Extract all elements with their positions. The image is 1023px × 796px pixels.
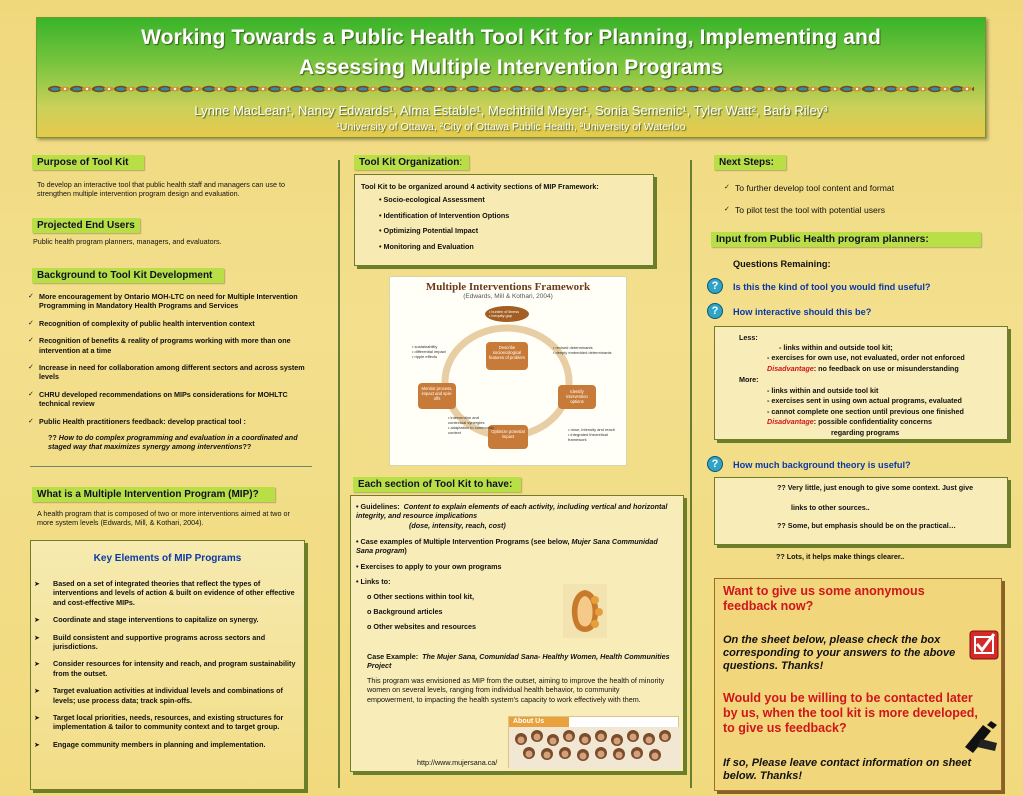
list-item: • Monitoring and Evaluation bbox=[379, 241, 474, 251]
end-users-label: Projected End Users bbox=[32, 218, 140, 233]
framework-note-left: • sustainability • differential impact • ripple effects bbox=[412, 344, 446, 359]
framework-node: Monitor process, impact and spin-offs bbox=[421, 386, 453, 401]
framework-note-top: • burden of illness • inequity gap bbox=[489, 310, 520, 319]
mujer-sana-url[interactable]: http://www.mujersana.ca/ bbox=[417, 758, 498, 767]
framework-node: Identify intervention options bbox=[566, 389, 588, 404]
column-divider-1 bbox=[338, 160, 340, 788]
list-item: - links within and outside tool kit; bbox=[779, 343, 893, 352]
questions-remaining: Questions Remaining: bbox=[733, 259, 831, 269]
list-item: ✓ To pilot test the tool with potential users bbox=[724, 205, 984, 215]
list-item: ✓ To further develop tool content and format bbox=[724, 183, 984, 193]
question-icon: ? bbox=[707, 303, 723, 319]
list-item: ✓ Recognition of complexity of public health intervention context bbox=[28, 319, 311, 328]
question-background: How much background theory is useful? bbox=[733, 460, 911, 470]
org-label: Tool Kit Organization: bbox=[354, 155, 469, 170]
list-item: o Other websites and resources bbox=[367, 622, 477, 631]
question-icon: ? bbox=[707, 278, 723, 294]
question-useful: Is this the kind of tool you would find useful? bbox=[733, 282, 931, 292]
list-item: ➤ Based on a set of integrated theories that reflect the types of interventions and levels of action & built on evidence of other effective and cost-effective MIPs. bbox=[34, 579, 295, 607]
poster-title-line1: Working Towards a Public Health Tool Kit for Planning, Implementing and bbox=[141, 26, 881, 49]
framework-note-right: • revised determinants • deeply embedded determinants bbox=[553, 345, 612, 355]
background-label: Background to Tool Kit Development bbox=[32, 268, 224, 283]
each-section-label: Each section of Tool Kit to have: bbox=[353, 477, 521, 492]
feedback-closing: If so, Please leave contact information on sheet below. Thanks! bbox=[723, 757, 972, 782]
end-users-text: Public health program planners, managers, and evaluators. bbox=[33, 237, 222, 246]
purpose-label: Purpose of Tool Kit bbox=[32, 155, 144, 170]
pen-icon bbox=[961, 719, 1001, 755]
org-list bbox=[379, 195, 653, 251]
feedback-instructions: On the sheet below, please check the box corresponding to your answers to the above questions. Thanks! bbox=[723, 634, 956, 672]
checkbox-icon bbox=[969, 630, 999, 660]
feedback-question-2: Would you be willing to be contacted later by us, when the tool kit is more developed, to give us feedback? bbox=[723, 691, 978, 735]
list-item: • Optimizing Potential Impact bbox=[379, 226, 479, 236]
program-text: This program was envisioned as MIP from the outset, aiming to improve the health of minority women on several levels, ranging from individual health behavior, to community empowerment, to impacting the health system's capacity to work effectively with them. bbox=[367, 676, 665, 704]
framework-diagram bbox=[389, 276, 627, 466]
list-item: ✓ Public Health practitioners feedback: develop practical tool : bbox=[28, 417, 311, 426]
purpose-text: To develop an interactive tool that public health staff and managers can use to strengthen multiple intervention program design and evaluation. bbox=[37, 180, 285, 199]
about-us-tab: About Us bbox=[509, 717, 569, 727]
mip-label: What is a Multiple Intervention Program (MIP)? bbox=[32, 487, 275, 502]
mip-text: A health program that is composed of two or more interventions aimed at two or more system levels (Edwards, Mill, & Kothari, 2004). bbox=[37, 509, 290, 528]
list-item: ?? Some, but emphasis should be on the practical… bbox=[777, 521, 956, 530]
list-item: ➤ Consider resources for intensity and reach, and program sustainability from the outset. bbox=[34, 659, 296, 678]
list-item: ✓ Increase in need for collaboration among different sectors and across system levels bbox=[28, 363, 311, 382]
background-question: ?? How to do complex programming and evaluation in a coordinated and staged way that maximizes synergy among interventions?? bbox=[48, 433, 298, 452]
interactivity-box: Less: - links within and outside tool kit; - exercises for own use, not evaluated, order not enforced Disadvantage: no feedback on use or misunderstanding More: - links within and outside tool kit - exercises sent in using own actual programs, evaluated - cannot complete one section until previous one finished Disadvantage: possible confidentiality concerns regarding programs bbox=[714, 326, 1008, 440]
list-item: ➤ Build consistent and supportive programs across sectors and jurisdictions. bbox=[34, 632, 266, 652]
list-item: links to other sources.. bbox=[791, 503, 870, 512]
framework-node: Optimize potential impact bbox=[491, 429, 525, 439]
list-item: - exercises for own use, not evaluated, order not enforced bbox=[767, 353, 965, 362]
feedback-question-1: Want to give us some anonymous feedback now? bbox=[723, 584, 925, 613]
list-item: ✓ More encouragement by Ontario MOH-LTC on need for Multiple Intervention Programming in Mandatory Health Programs and Services bbox=[28, 292, 311, 311]
background-list bbox=[28, 292, 311, 434]
list-item: o Other sections within tool kit, bbox=[367, 592, 475, 601]
list-item: - cannot complete one section until previous one finished bbox=[767, 407, 964, 416]
list-item: ➤ Target evaluation activities at individual levels and combinations of levels; use process data; track spin-offs. bbox=[34, 686, 283, 705]
framework-node: Describe socioecological features of problem bbox=[488, 345, 526, 360]
list-item: - links within and outside tool kit bbox=[767, 386, 879, 395]
list-item: ✓ Recognition of benefits & reality of programs working with more than one intervention at a time bbox=[28, 336, 311, 355]
affiliations: ¹University of Ottawa, ²City of Ottawa Public Health, ³University of Waterloo bbox=[336, 121, 686, 133]
rope-divider bbox=[48, 83, 974, 95]
feedback-box bbox=[714, 578, 1002, 791]
list-item: o Background articles bbox=[367, 607, 443, 616]
authors: Lynne MacLean¹, Nancy Edwards¹, Alma Estable¹, Mechthild Meyer¹, Sonia Semenic¹, Tyler Watt², Barb Riley³ bbox=[194, 103, 828, 118]
column-divider-2 bbox=[690, 160, 692, 788]
list-item: ➤ Target local priorities, needs, resources, and existing structures for implementation & tailor to community context and to target group. bbox=[34, 713, 284, 732]
next-steps-list bbox=[724, 183, 984, 223]
list-item: ✓ CHRU developed recommendations on MIPs considerations for MOHLTC technical review bbox=[28, 390, 311, 409]
key-elements-box bbox=[30, 540, 305, 790]
list-item: • Socio-ecological Assessment bbox=[379, 195, 485, 205]
list-item: ➤ Engage community members in planning and implementation. bbox=[34, 739, 266, 749]
list-item: • Identification of Intervention Options bbox=[379, 210, 510, 220]
framework-title: Multiple Interventions Framework bbox=[425, 281, 591, 293]
left-divider bbox=[30, 466, 312, 467]
key-elements-list bbox=[34, 579, 296, 749]
mujer-sana-logo bbox=[563, 584, 607, 638]
poster-title-line2: Assessing Multiple Intervention Programs bbox=[298, 56, 724, 79]
question-interactive: How interactive should this be? bbox=[733, 307, 872, 317]
list-item: - exercises sent in using own actual programs, evaluated bbox=[767, 396, 962, 405]
org-box: Tool Kit to be organized around 4 activity sections of MIP Framework: • Socio-ecological Assessment • Identification of Intervention Options • Optimizing Potential Impact • Monitoring and Evaluation bbox=[354, 174, 654, 266]
group-photo bbox=[508, 716, 679, 768]
framework-note-far-right: • dose, intensity and reach • integrated theoretical framework bbox=[568, 427, 615, 442]
list-item: ?? Very little, just enough to give some context. Just give bbox=[777, 483, 974, 492]
input-label: Input from Public Health program planners: bbox=[711, 232, 981, 247]
framework-note-bottom: • intervention and contextual synergies • adaptation to community context bbox=[448, 415, 495, 435]
key-elements-title: Key Elements of MIP Programs bbox=[93, 553, 242, 564]
background-answer-lots: ?? Lots, it helps make things clearer.. bbox=[776, 552, 905, 561]
background-answers-box bbox=[714, 477, 1008, 545]
question-icon: ? bbox=[707, 456, 723, 472]
list-item: ➤ Coordinate and stage interventions to capitalize on synergy. bbox=[34, 615, 259, 625]
framework-subtitle: (Edwards, Mill & Kothari, 2004) bbox=[463, 293, 553, 300]
next-steps-label: Next Steps: bbox=[714, 155, 786, 170]
each-section-box: • Guidelines: Content to explain elements of each activity, including vertical and horizontal integrity, and resource implications (dose, intensity, reach, cost) • Case examples of Multiple Intervention Programs (see below, Mujer Sana Communidad Sana program) • Exercises to apply to your own programs • Links to: o Other sections within tool kit, o Background articles o Other websites and resources Case Example: The Mujer Sana, Comunidad Sana- Healthy Women, Health Communities Project This program was envisioned as MIP from the outset, aiming to improve the health of minority women on several levels, ranging from individual health behavior, to community empowerment, to impacting the health system's capacity to work effectively with them. About Us http://www.mujersana.ca/ bbox=[350, 495, 684, 772]
